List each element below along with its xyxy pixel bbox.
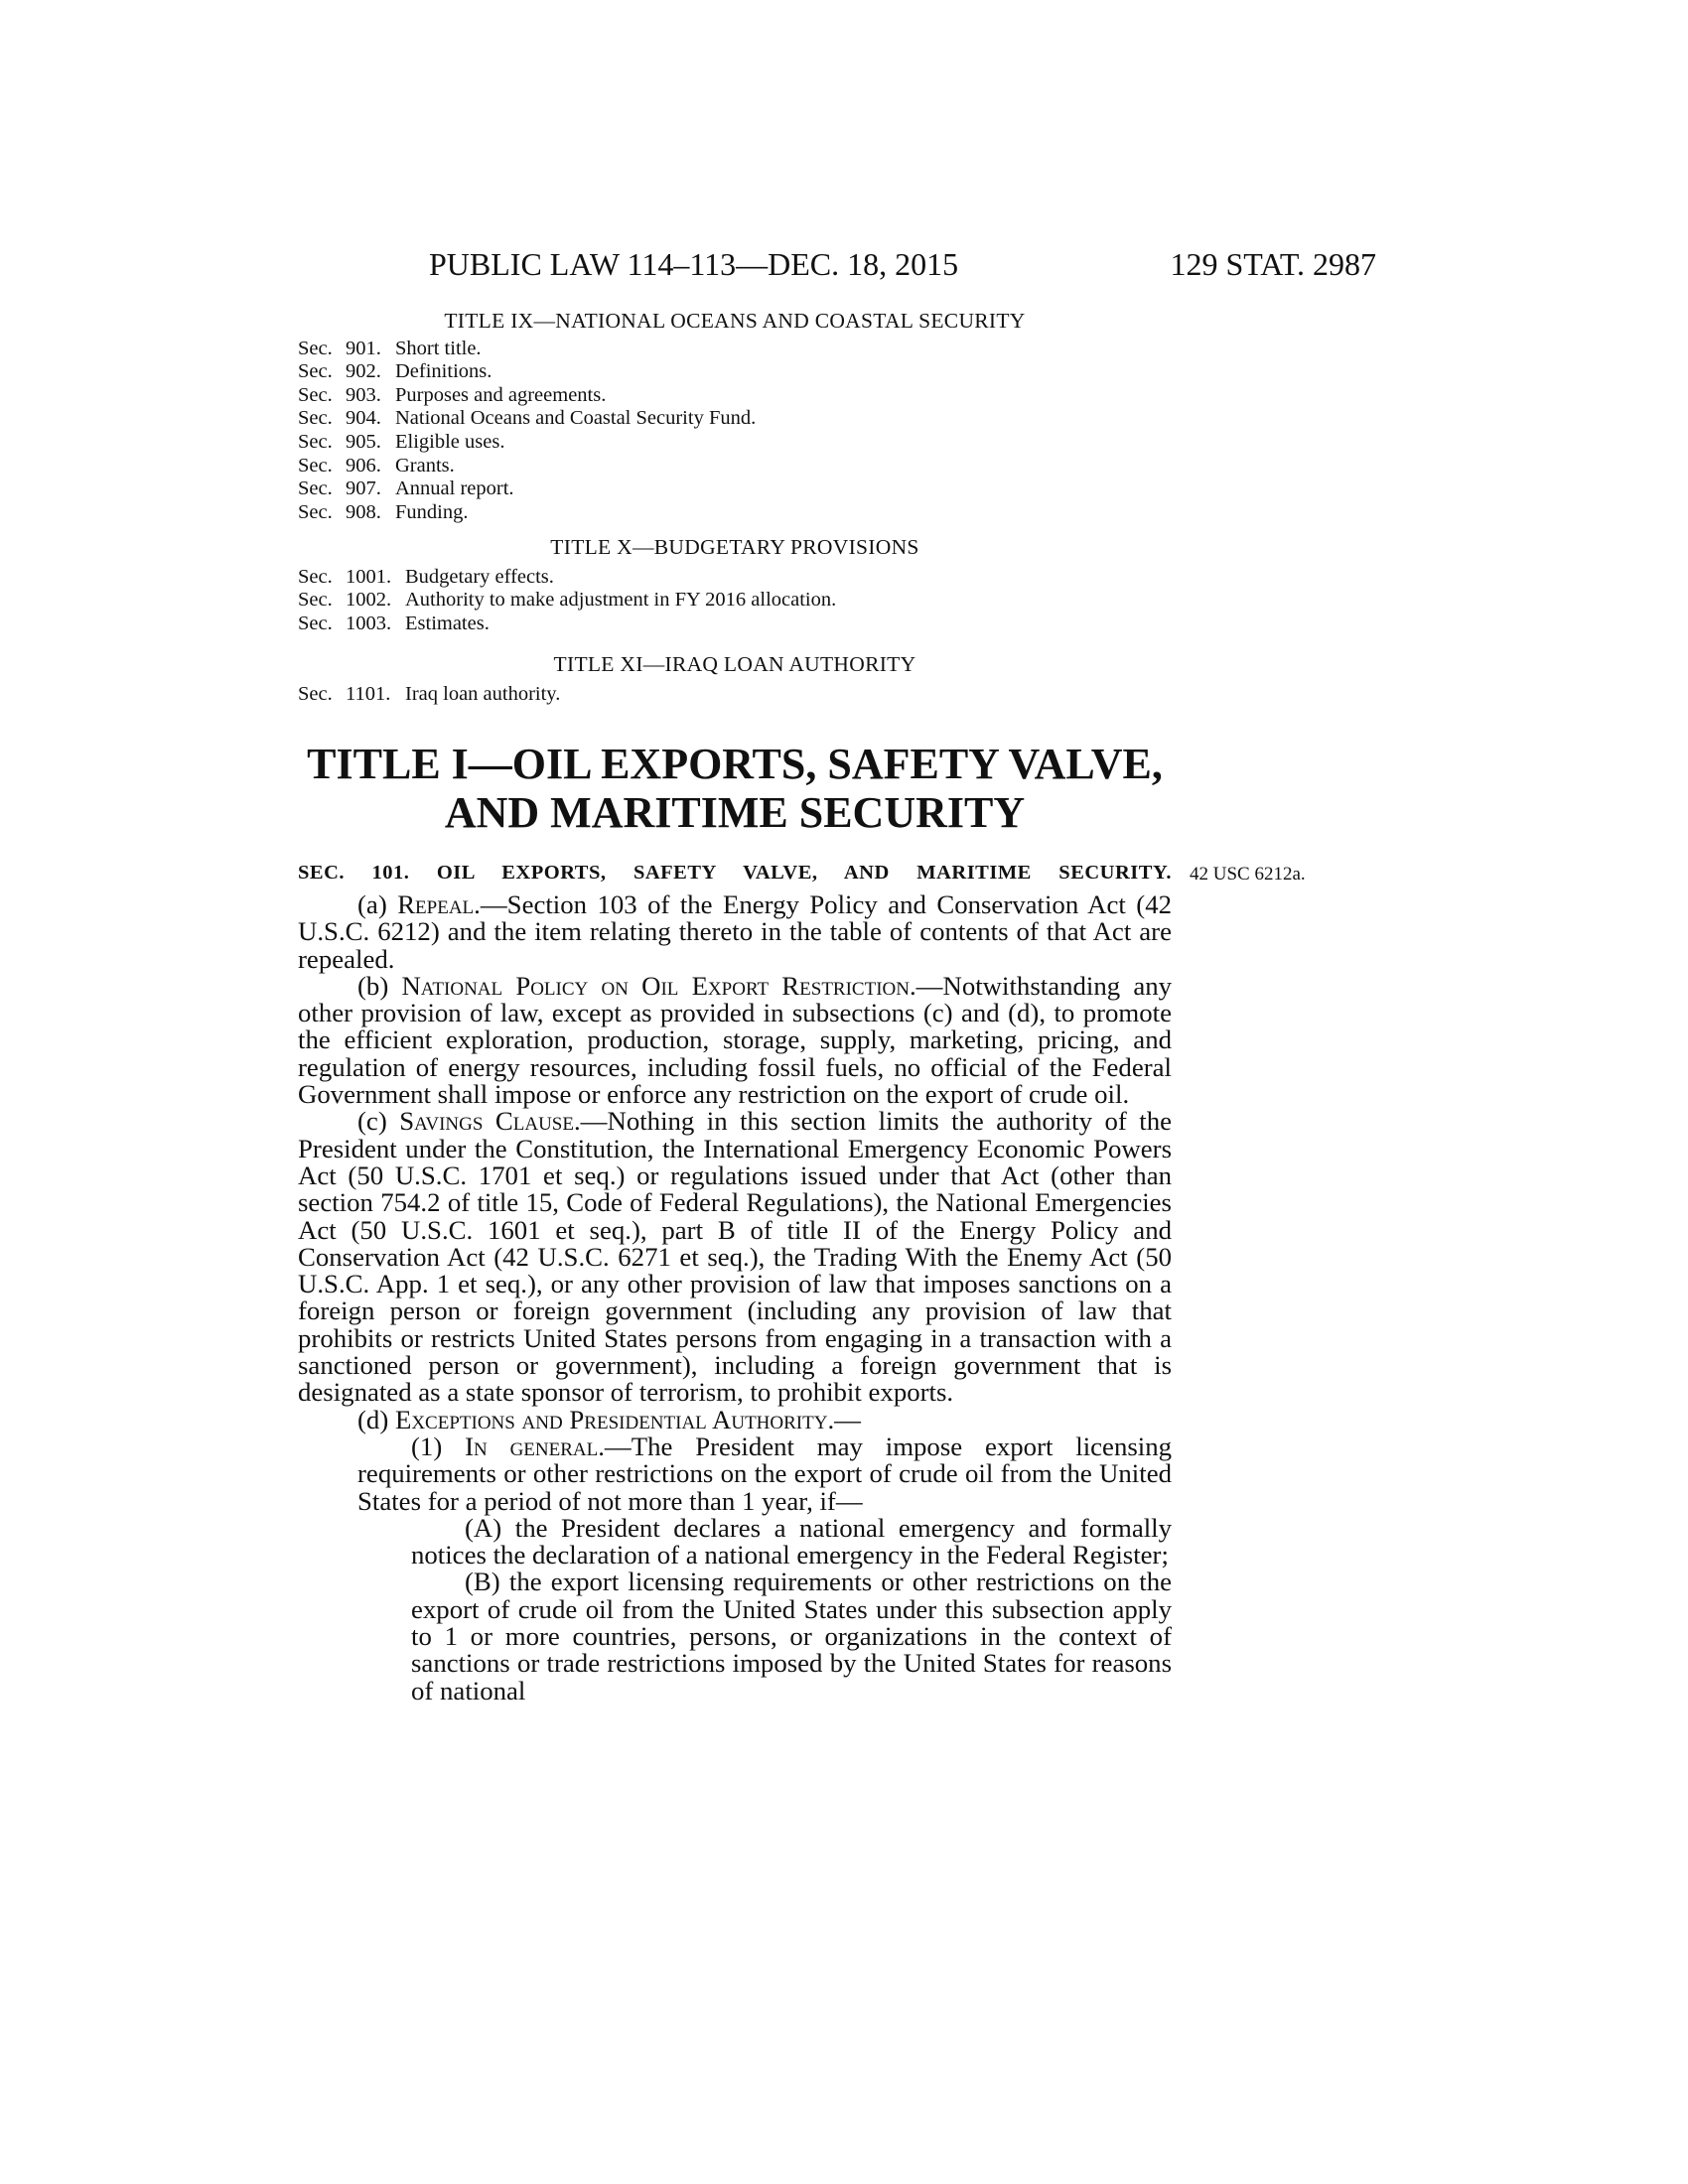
toc-row: Sec. 901. Short title. [298, 337, 482, 359]
title-i-heading [298, 740, 1172, 837]
paragraph-caption: National Policy on Oil Export Restriction [401, 970, 910, 1001]
title-line-1: TITLE I—OIL EXPORTS, SAFETY VALVE, [307, 740, 1163, 788]
paragraph-b: (b) National Policy on Oil Export Restriction.—Notwithstanding any other provision of law, except as provided in subsections (c) and (d), to promote the efficient exploration, production, storage, supply, marketing, pricing, and regulation of energy resources, including fossil fuels, no official of the Federal Government shall impose or enforce any restriction on the export of crude oil. [298, 970, 1173, 1110]
toc-row: Sec. 903. Purposes and agreements. [298, 383, 607, 406]
paragraph-a: (a) Repeal.—Section 103 of the Energy Policy and Conservation Act (42 U.S.C. 6212) and the item relating thereto in the table of contents of that Act are repealed. [298, 889, 1173, 974]
toc-row: Sec. 908. Funding. [298, 500, 469, 523]
toc-title-heading: TITLE IX—NATIONAL OCEANS AND COASTAL SECURITY [444, 309, 1026, 333]
toc-row: Sec. 907. Annual report. [298, 478, 514, 500]
header-public-law: PUBLIC LAW 114–113—DEC. 18, 2015 [429, 246, 959, 282]
toc-title-x [298, 536, 1172, 635]
paragraph-d-1: (1) In general.—The President may impose export licensing requirements or other restrictions on the export of crude oil from the United States for a period of not more than 1 year, if— [357, 1431, 1173, 1516]
paragraph-caption: Exceptions and Presidential Authority [394, 1404, 828, 1434]
toc-title-xi [298, 653, 1172, 706]
toc-title-heading: TITLE XI—IRAQ LOAN AUTHORITY [553, 652, 916, 676]
paragraph-d-1-b: (B) the export licensing requirements or other restrictions on the export of crude oil from the United States under this subsection apply to 1 or more countries, persons, or organizations in the context of sanctions or trade restrictions imposed by the United States for reasons of national [411, 1567, 1173, 1706]
toc-row: Sec. 1001. Budgetary effects. [298, 565, 554, 588]
toc-title-heading: TITLE X—BUDGETARY PROVISIONS [550, 535, 919, 559]
section-body [298, 891, 1172, 1705]
toc-row: Sec. 1101. Iraq loan authority. [298, 682, 561, 705]
margin-note-usc: 42 USC 6212a. [1190, 864, 1306, 885]
paragraph-c: (c) Savings Clause.—Nothing in this section limits the authority of the President under the Constitution, the International Emergency Economic Powers Act (50 U.S.C. 1701 et seq.) or regulations issued under that Act (other than section 754.2 of title 15, Code of Federal Regulations), the National Emergencies Act (50 U.S.C. 1601 et seq.), part B of title II of the Energy Policy and Conservation Act (42 U.S.C. 6271 et seq.), the Trading With the Enemy Act (50 U.S.C. App. 1 et seq.), or any other provision of law that imposes sanctions on a foreign person or foreign government (including any provision of law that prohibits or restricts United States persons from engaging in a transaction with a sanctioned person or government), including a foreign government that is designated as a state sponsor of terrorism, to prohibit exports. [298, 1106, 1172, 1408]
running-header [298, 246, 1376, 286]
toc-row: Sec. 906. Grants. [298, 454, 455, 477]
paragraph-caption: Savings Clause [399, 1106, 574, 1137]
title-line-2: AND MARITIME SECURITY [444, 788, 1026, 837]
toc-row: Sec. 902. Definitions. [298, 360, 492, 383]
paragraph-caption: Repeal [397, 889, 475, 919]
toc-row: Sec. 1002. Authority to make adjustment in FY 2016 allocation. [298, 589, 837, 612]
section-heading: SEC. 101. OIL EXPORTS, SAFETY VALVE, AND MARITIME SECURITY. [298, 862, 1172, 884]
toc-row: Sec. 904. National Oceans and Coastal Security Fund. [298, 407, 757, 430]
paragraph-d: (d) Exceptions and Presidential Authority.— [357, 1404, 861, 1434]
paragraph-caption: In general [465, 1431, 599, 1461]
toc-title-ix [298, 310, 1172, 524]
toc-row: Sec. 905. Eligible uses. [298, 430, 505, 453]
header-stat-page: 129 STAT. 2987 [1170, 246, 1376, 282]
toc-row: Sec. 1003. Estimates. [298, 612, 490, 634]
paragraph-d-1-a: (A) the President declares a national emergency and formally notices the declaration of a national emergency in the Federal Register; [411, 1512, 1173, 1570]
